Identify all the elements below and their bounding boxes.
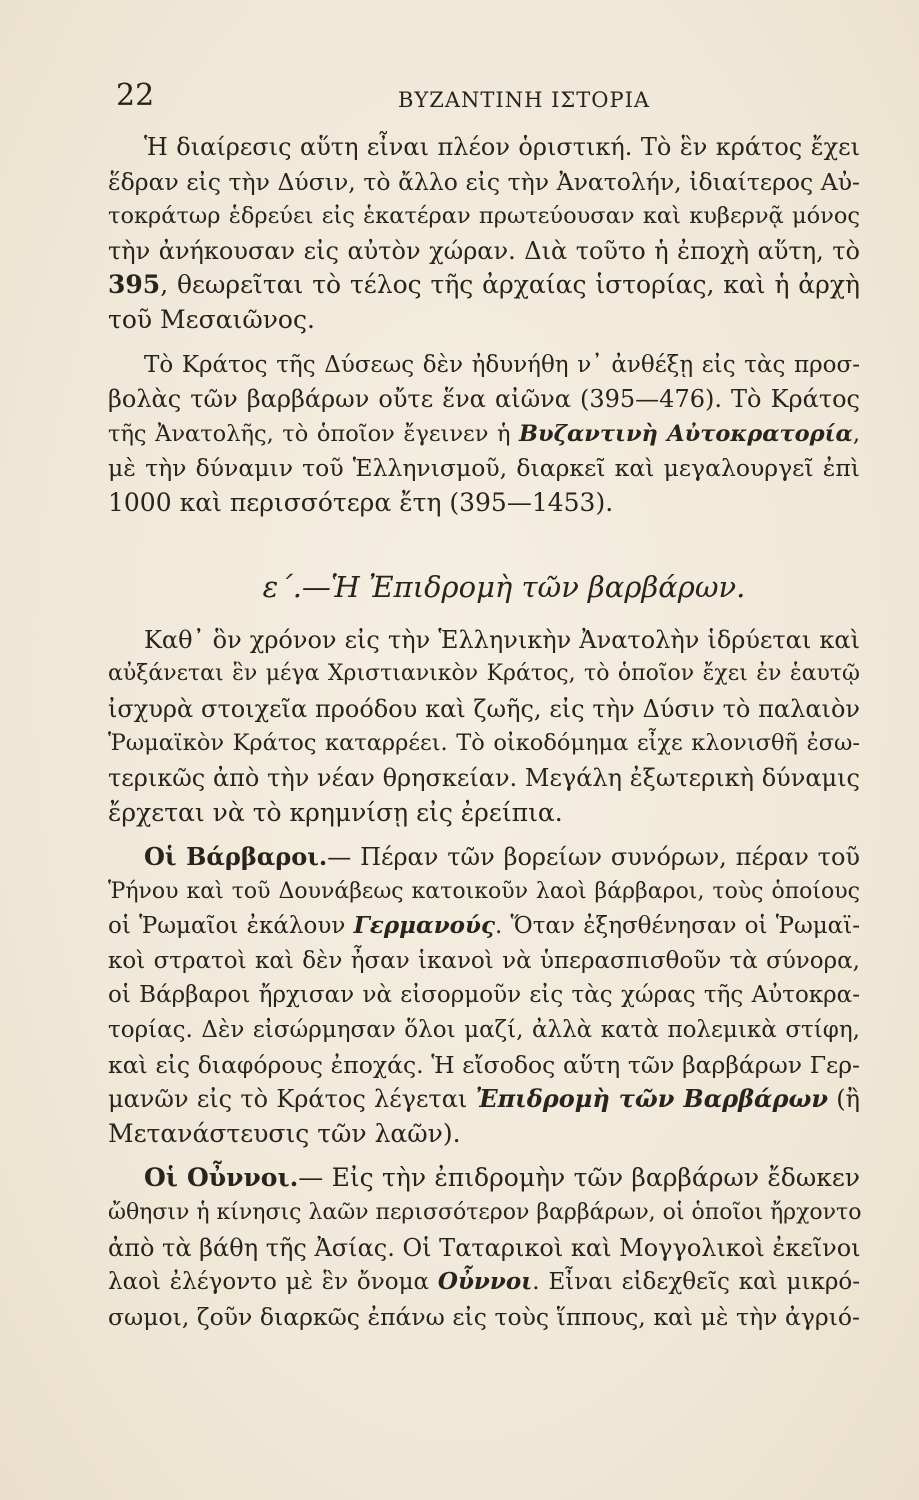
section-heading: [108, 561, 860, 613]
paragraph-line: [108, 268, 860, 303]
paragraph-line: Ῥωμαϊκὸν Κράτος καταρρέει. Τὸ οἰκοδόμημα εἶχε κλονισθῆ ἐσω-: [108, 730, 860, 757]
text-span: λαοὶ ἐλέγοντο μὲ ἓν ὄνομα: [108, 1269, 438, 1296]
running-title: ΒΥΖΑΝΤΙΝΗ ΙΣΤΟΡΙΑ: [398, 88, 651, 112]
subheading-barbarians: Οἱ Βάρβαροι.: [144, 842, 328, 872]
paragraph-line: ἔρχεται νὰ τὸ κρημνίσῃ εἰς ἐρείπια.: [108, 797, 563, 827]
term-huns: Οὖννοι: [437, 1268, 533, 1296]
paragraph-line: ἰσχυρὰ στοιχεῖα προόδου καὶ ζωῆς, εἰς τὴν Δύσιν τὸ παλαιὸν: [108, 694, 860, 723]
paragraph-line: Καθ᾽ ὃν χρόνον εἰς τὴν Ἑλληνικὴν Ἀνατολὴν ἱδρύεται καὶ: [144, 625, 860, 654]
text-span: ,: [852, 420, 860, 447]
paragraph-line: Τὸ Κράτος τῆς Δύσεως δὲν ἠδυνήθη ν᾽ ἀνθέξῃ εἰς τὰς προσ-: [144, 351, 860, 378]
paragraph-line: κοὶ στρατοὶ καὶ δὲν ἦσαν ἱκανοὶ νὰ ὑπερασπισθοῦν τὰ σύνορα,: [108, 947, 860, 974]
paragraph-line: [108, 417, 860, 452]
paragraph-line: [108, 840, 860, 875]
paragraph-line: Μετανάστευσις τῶν λαῶν).: [108, 1118, 461, 1148]
paragraph-line: καὶ εἰς διαφόρους ἐποχάς. Ἡ εἴσοδος αὕτη τῶν βαρβάρων Γερ-: [108, 1050, 860, 1079]
paragraph-line: τερικῶς ἀπὸ τὴν νέαν θρησκείαν. Μεγάλη ἐξωτερικὴ δύναμις: [108, 763, 860, 792]
year-395: 395: [108, 270, 161, 300]
text-span: . Ὅταν ἐξησθένησαν οἱ Ῥωμαϊ-: [494, 913, 860, 940]
section-title: Ἡ Ἐπιδρομὴ τῶν βαρβάρων.: [330, 569, 746, 604]
page-number: 22: [116, 78, 155, 113]
paragraph-line: [108, 909, 860, 944]
text-span: — Πέραν τῶν βορείων συνόρων, πέραν τοῦ: [327, 843, 861, 872]
paragraph-line: Ἡ διαίρεσις αὕτη εἶναι πλέον ὁριστική. Τὸ ἓν κράτος ἔχει: [144, 133, 860, 161]
paragraph-line: ἀπὸ τὰ βάθη τῆς Ἀσίας. Οἱ Ταταρικοὶ καὶ Μογγολικοὶ ἐκεῖνοι: [108, 1233, 861, 1262]
subheading-huns: Οἱ Οὖννοι.: [144, 1163, 299, 1193]
paragraph-line: τοῦ Μεσαιῶνος.: [108, 304, 315, 334]
paragraph-line: ὤθησιν ἡ κίνησις λαῶν περισσότερον βαρβάρων, οἱ ὁποῖοι ἤρχοντο: [108, 1200, 862, 1226]
text-span: , θεωρεῖται τὸ τέλος τῆς ἀρχαίας ἱστορίας, καὶ ἡ ἀρχὴ: [160, 270, 860, 300]
paragraph-line: τορίας. Δὲν εἰσώρμησαν ὅλοι μαζί, ἀλλὰ κατὰ πολεμικὰ στίφη,: [108, 1017, 860, 1044]
text-span: οἱ Ῥωμαῖοι ἐκάλουν: [108, 913, 354, 940]
text-span: τῆς Ἀνατολῆς, τὸ ὁποῖον ἔγεινεν ἡ: [108, 420, 520, 447]
paragraph-line: σωμοι, ζοῦν διαρκῶς ἐπάνω εἰς τοὺς ἵππους, καὶ μὲ τὴν ἀγριό-: [108, 1302, 860, 1331]
paragraph-line: τοκράτωρ ἑδρεύει εἰς ἑκατέραν πρωτεύουσαν καὶ κυβερνᾷ μόνος: [108, 203, 860, 230]
paragraph-line: [108, 1265, 860, 1300]
paragraph-line: μὲ τὴν δύναμιν τοῦ Ἑλληνισμοῦ, διαρκεῖ καὶ μεγαλουργεῖ ἐπὶ: [108, 454, 860, 483]
paragraph-line: ἕδραν εἰς τὴν Δύσιν, τὸ ἄλλο εἰς τὴν Ἀνατολήν, ἰδιαίτερος Αὐ-: [108, 167, 860, 196]
page-header: [0, 78, 919, 118]
paragraph-line: [108, 1082, 860, 1117]
term-germans: Γερμανούς: [353, 912, 495, 940]
term-byzantine-empire: Βυζαντινὴ Αὐτοκρατορία: [519, 420, 853, 447]
paragraph-line: [108, 1161, 860, 1196]
paragraph-line: βολὰς τῶν βαρβάρων οὔτε ἕνα αἰῶνα (395—476). Τὸ Κράτος: [108, 385, 860, 414]
term-barbarian-invasion: Ἐπιδρομὴ τῶν Βαρβάρων: [475, 1084, 828, 1114]
text-span: μανῶν εἰς τὸ Κράτος λέγεται: [108, 1085, 476, 1114]
text-span: — Εἰς τὴν ἐπιδρομὴν τῶν βαρβάρων ἔδωκεν: [298, 1163, 860, 1193]
paragraph-line: Ῥήνου καὶ τοῦ Δουνάβεως κατοικοῦν λαοὶ βάρβαροι, τοὺς ὁποίους: [108, 878, 860, 904]
paragraph-line: 1000 καὶ περισσότερα ἔτη (395—1453).: [108, 487, 614, 517]
paragraph-line: οἱ Βάρβαροι ἤρχισαν νὰ εἰσορμοῦν εἰς τὰς χώρας τῆς Αὐτοκρα-: [108, 982, 860, 1009]
section-number: ε΄.—: [262, 569, 331, 604]
text-span: . Εἶναι εἰδεχθεῖς καὶ μικρό-: [532, 1269, 860, 1296]
paragraph-line: τὴν ἀνήκουσαν εἰς αὐτὸν χώραν. Διὰ τοῦτο ἡ ἐποχὴ αὕτη, τὸ: [108, 236, 860, 265]
text-span: (ἢ: [828, 1085, 860, 1114]
page-body: [108, 130, 860, 1334]
paragraph-line: αὐξάνεται ἓν μέγα Χριστιανικὸν Κράτος, τὸ ὁποῖον ἔχει ἐν ἑαυτῷ: [108, 661, 860, 687]
